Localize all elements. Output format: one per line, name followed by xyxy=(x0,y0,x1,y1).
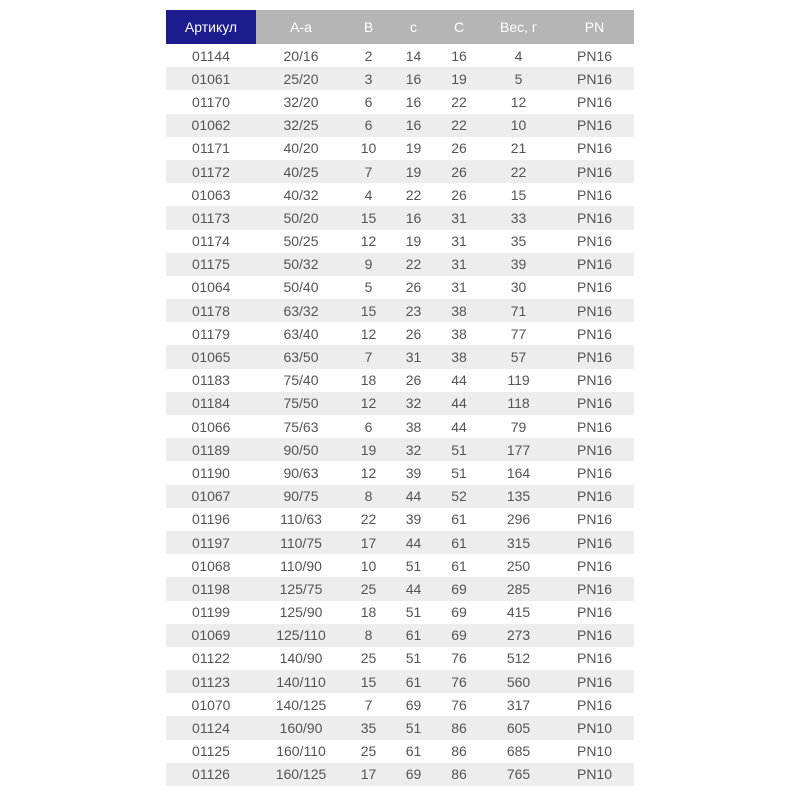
cell-b: 22 xyxy=(346,508,391,531)
cell-c-upper: 51 xyxy=(436,438,482,461)
cell-pn: PN16 xyxy=(555,137,634,160)
cell-c-lower: 32 xyxy=(391,438,436,461)
cell-a-a: 20/16 xyxy=(256,44,346,67)
column-header-article: Артикул xyxy=(166,10,256,44)
cell-c-lower: 26 xyxy=(391,322,436,345)
cell-weight-g: 71 xyxy=(482,299,555,322)
cell-b: 12 xyxy=(346,230,391,253)
cell-c-upper: 51 xyxy=(436,461,482,484)
cell-weight-g: 79 xyxy=(482,415,555,438)
cell-c-lower: 32 xyxy=(391,392,436,415)
cell-b: 19 xyxy=(346,438,391,461)
cell-article: 01067 xyxy=(166,485,256,508)
cell-article: 01066 xyxy=(166,415,256,438)
cell-b: 18 xyxy=(346,601,391,624)
cell-article: 01190 xyxy=(166,461,256,484)
column-header-b: В xyxy=(346,10,391,44)
cell-weight-g: 135 xyxy=(482,485,555,508)
cell-c-upper: 52 xyxy=(436,485,482,508)
cell-c-lower: 16 xyxy=(391,206,436,229)
cell-c-upper: 16 xyxy=(436,44,482,67)
cell-weight-g: 685 xyxy=(482,740,555,763)
cell-b: 8 xyxy=(346,624,391,647)
cell-c-lower: 69 xyxy=(391,693,436,716)
cell-article: 01069 xyxy=(166,624,256,647)
cell-c-upper: 44 xyxy=(436,369,482,392)
cell-pn: PN16 xyxy=(555,485,634,508)
cell-pn: PN16 xyxy=(555,508,634,531)
cell-b: 12 xyxy=(346,392,391,415)
cell-c-upper: 31 xyxy=(436,206,482,229)
cell-c-upper: 26 xyxy=(436,137,482,160)
cell-a-a: 110/63 xyxy=(256,508,346,531)
cell-pn: PN10 xyxy=(555,716,634,739)
table-row xyxy=(166,183,634,206)
cell-b: 25 xyxy=(346,577,391,600)
cell-article: 01178 xyxy=(166,299,256,322)
cell-c-upper: 19 xyxy=(436,67,482,90)
cell-b: 8 xyxy=(346,485,391,508)
cell-c-lower: 61 xyxy=(391,740,436,763)
cell-article: 01197 xyxy=(166,531,256,554)
cell-c-lower: 26 xyxy=(391,369,436,392)
cell-c-upper: 69 xyxy=(436,624,482,647)
cell-weight-g: 30 xyxy=(482,276,555,299)
cell-a-a: 160/90 xyxy=(256,716,346,739)
cell-c-upper: 86 xyxy=(436,740,482,763)
cell-pn: PN16 xyxy=(555,90,634,113)
cell-a-a: 90/63 xyxy=(256,461,346,484)
cell-pn: PN16 xyxy=(555,647,634,670)
cell-c-lower: 51 xyxy=(391,647,436,670)
cell-weight-g: 118 xyxy=(482,392,555,415)
cell-weight-g: 285 xyxy=(482,577,555,600)
cell-weight-g: 22 xyxy=(482,160,555,183)
table-row xyxy=(166,67,634,90)
cell-c-lower: 19 xyxy=(391,230,436,253)
cell-weight-g: 605 xyxy=(482,716,555,739)
cell-c-lower: 31 xyxy=(391,345,436,368)
cell-pn: PN16 xyxy=(555,554,634,577)
cell-b: 6 xyxy=(346,90,391,113)
cell-weight-g: 250 xyxy=(482,554,555,577)
cell-b: 35 xyxy=(346,716,391,739)
cell-article: 01171 xyxy=(166,137,256,160)
cell-article: 01063 xyxy=(166,183,256,206)
cell-pn: PN16 xyxy=(555,601,634,624)
cell-article: 01198 xyxy=(166,577,256,600)
cell-pn: PN16 xyxy=(555,461,634,484)
cell-pn: PN16 xyxy=(555,670,634,693)
spec-table-container xyxy=(166,10,634,786)
cell-a-a: 40/32 xyxy=(256,183,346,206)
cell-b: 6 xyxy=(346,415,391,438)
cell-c-upper: 38 xyxy=(436,322,482,345)
cell-b: 25 xyxy=(346,647,391,670)
table-row xyxy=(166,415,634,438)
cell-b: 15 xyxy=(346,670,391,693)
cell-b: 2 xyxy=(346,44,391,67)
cell-c-upper: 76 xyxy=(436,647,482,670)
table-row xyxy=(166,299,634,322)
table-row xyxy=(166,90,634,113)
table-row xyxy=(166,670,634,693)
cell-article: 01144 xyxy=(166,44,256,67)
cell-b: 12 xyxy=(346,461,391,484)
cell-b: 7 xyxy=(346,693,391,716)
cell-c-lower: 16 xyxy=(391,67,436,90)
cell-article: 01196 xyxy=(166,508,256,531)
table-row xyxy=(166,230,634,253)
cell-c-upper: 26 xyxy=(436,183,482,206)
cell-weight-g: 35 xyxy=(482,230,555,253)
cell-c-lower: 23 xyxy=(391,299,436,322)
cell-c-lower: 38 xyxy=(391,415,436,438)
cell-article: 01064 xyxy=(166,276,256,299)
cell-article: 01179 xyxy=(166,322,256,345)
cell-c-lower: 26 xyxy=(391,276,436,299)
cell-pn: PN16 xyxy=(555,693,634,716)
cell-pn: PN16 xyxy=(555,322,634,345)
cell-b: 4 xyxy=(346,183,391,206)
cell-pn: PN16 xyxy=(555,299,634,322)
cell-c-upper: 76 xyxy=(436,693,482,716)
column-header-pn: PN xyxy=(555,10,634,44)
table-row xyxy=(166,276,634,299)
cell-c-lower: 44 xyxy=(391,485,436,508)
cell-weight-g: 33 xyxy=(482,206,555,229)
cell-c-upper: 22 xyxy=(436,90,482,113)
cell-pn: PN16 xyxy=(555,369,634,392)
cell-weight-g: 560 xyxy=(482,670,555,693)
table-row xyxy=(166,461,634,484)
table-row xyxy=(166,601,634,624)
table-row xyxy=(166,438,634,461)
cell-weight-g: 39 xyxy=(482,253,555,276)
cell-c-lower: 44 xyxy=(391,577,436,600)
table-body xyxy=(166,44,634,786)
cell-c-lower: 51 xyxy=(391,554,436,577)
cell-article: 01068 xyxy=(166,554,256,577)
cell-a-a: 110/90 xyxy=(256,554,346,577)
cell-weight-g: 21 xyxy=(482,137,555,160)
cell-c-lower: 44 xyxy=(391,531,436,554)
cell-a-a: 110/75 xyxy=(256,531,346,554)
cell-a-a: 40/25 xyxy=(256,160,346,183)
table-row xyxy=(166,253,634,276)
table-row xyxy=(166,647,634,670)
table-row xyxy=(166,137,634,160)
cell-article: 01173 xyxy=(166,206,256,229)
column-header-c-upper: С xyxy=(436,10,482,44)
table-row xyxy=(166,345,634,368)
cell-a-a: 40/20 xyxy=(256,137,346,160)
cell-b: 17 xyxy=(346,763,391,786)
table-row xyxy=(166,740,634,763)
cell-pn: PN16 xyxy=(555,160,634,183)
column-header-c-lower: с xyxy=(391,10,436,44)
cell-c-upper: 69 xyxy=(436,601,482,624)
cell-article: 01172 xyxy=(166,160,256,183)
cell-weight-g: 296 xyxy=(482,508,555,531)
cell-a-a: 140/125 xyxy=(256,693,346,716)
cell-b: 5 xyxy=(346,276,391,299)
cell-c-upper: 38 xyxy=(436,299,482,322)
cell-b: 7 xyxy=(346,160,391,183)
cell-pn: PN16 xyxy=(555,531,634,554)
cell-c-lower: 22 xyxy=(391,253,436,276)
cell-article: 01123 xyxy=(166,670,256,693)
cell-a-a: 140/110 xyxy=(256,670,346,693)
cell-pn: PN16 xyxy=(555,44,634,67)
cell-b: 7 xyxy=(346,345,391,368)
cell-weight-g: 273 xyxy=(482,624,555,647)
cell-a-a: 75/50 xyxy=(256,392,346,415)
cell-a-a: 50/20 xyxy=(256,206,346,229)
cell-pn: PN10 xyxy=(555,740,634,763)
cell-c-lower: 51 xyxy=(391,716,436,739)
cell-c-upper: 38 xyxy=(436,345,482,368)
cell-article: 01065 xyxy=(166,345,256,368)
cell-article: 01175 xyxy=(166,253,256,276)
cell-b: 15 xyxy=(346,206,391,229)
cell-pn: PN16 xyxy=(555,253,634,276)
cell-a-a: 63/50 xyxy=(256,345,346,368)
table-row xyxy=(166,554,634,577)
cell-article: 01183 xyxy=(166,369,256,392)
cell-c-lower: 19 xyxy=(391,137,436,160)
cell-article: 01184 xyxy=(166,392,256,415)
cell-article: 01170 xyxy=(166,90,256,113)
cell-c-upper: 22 xyxy=(436,114,482,137)
cell-c-lower: 14 xyxy=(391,44,436,67)
cell-weight-g: 164 xyxy=(482,461,555,484)
cell-a-a: 125/75 xyxy=(256,577,346,600)
cell-c-lower: 22 xyxy=(391,183,436,206)
table-row xyxy=(166,392,634,415)
cell-a-a: 125/110 xyxy=(256,624,346,647)
cell-a-a: 32/25 xyxy=(256,114,346,137)
table-row xyxy=(166,508,634,531)
table-row xyxy=(166,577,634,600)
table-row xyxy=(166,322,634,345)
cell-a-a: 140/90 xyxy=(256,647,346,670)
table-row xyxy=(166,693,634,716)
cell-article: 01189 xyxy=(166,438,256,461)
cell-a-a: 50/25 xyxy=(256,230,346,253)
table-row xyxy=(166,763,634,786)
cell-weight-g: 77 xyxy=(482,322,555,345)
cell-b: 10 xyxy=(346,137,391,160)
cell-pn: PN16 xyxy=(555,230,634,253)
cell-article: 01061 xyxy=(166,67,256,90)
cell-a-a: 160/110 xyxy=(256,740,346,763)
cell-c-upper: 76 xyxy=(436,670,482,693)
cell-c-upper: 31 xyxy=(436,253,482,276)
table-row xyxy=(166,716,634,739)
cell-c-lower: 19 xyxy=(391,160,436,183)
table-row xyxy=(166,114,634,137)
cell-b: 15 xyxy=(346,299,391,322)
cell-c-lower: 39 xyxy=(391,508,436,531)
cell-weight-g: 12 xyxy=(482,90,555,113)
cell-b: 6 xyxy=(346,114,391,137)
cell-b: 3 xyxy=(346,67,391,90)
cell-c-lower: 16 xyxy=(391,90,436,113)
table-row xyxy=(166,206,634,229)
cell-c-upper: 31 xyxy=(436,276,482,299)
cell-pn: PN16 xyxy=(555,392,634,415)
cell-a-a: 25/20 xyxy=(256,67,346,90)
cell-weight-g: 315 xyxy=(482,531,555,554)
cell-weight-g: 317 xyxy=(482,693,555,716)
cell-c-lower: 39 xyxy=(391,461,436,484)
cell-a-a: 125/90 xyxy=(256,601,346,624)
cell-weight-g: 512 xyxy=(482,647,555,670)
cell-pn: PN16 xyxy=(555,577,634,600)
cell-a-a: 63/32 xyxy=(256,299,346,322)
cell-c-upper: 44 xyxy=(436,392,482,415)
cell-b: 25 xyxy=(346,740,391,763)
cell-a-a: 50/40 xyxy=(256,276,346,299)
table-row xyxy=(166,624,634,647)
column-header-weight-g: Вес, г xyxy=(482,10,555,44)
cell-weight-g: 4 xyxy=(482,44,555,67)
cell-b: 10 xyxy=(346,554,391,577)
cell-c-lower: 69 xyxy=(391,763,436,786)
cell-a-a: 50/32 xyxy=(256,253,346,276)
cell-article: 01062 xyxy=(166,114,256,137)
cell-pn: PN16 xyxy=(555,183,634,206)
cell-c-upper: 86 xyxy=(436,716,482,739)
cell-a-a: 90/50 xyxy=(256,438,346,461)
table-row xyxy=(166,531,634,554)
cell-weight-g: 57 xyxy=(482,345,555,368)
cell-c-lower: 16 xyxy=(391,114,436,137)
cell-pn: PN16 xyxy=(555,438,634,461)
cell-article: 01174 xyxy=(166,230,256,253)
cell-weight-g: 10 xyxy=(482,114,555,137)
cell-weight-g: 15 xyxy=(482,183,555,206)
cell-article: 01070 xyxy=(166,693,256,716)
cell-c-upper: 61 xyxy=(436,554,482,577)
spec-table xyxy=(166,10,634,786)
cell-a-a: 75/63 xyxy=(256,415,346,438)
cell-weight-g: 5 xyxy=(482,67,555,90)
cell-a-a: 90/75 xyxy=(256,485,346,508)
cell-c-upper: 61 xyxy=(436,531,482,554)
cell-article: 01199 xyxy=(166,601,256,624)
cell-pn: PN16 xyxy=(555,206,634,229)
cell-a-a: 75/40 xyxy=(256,369,346,392)
cell-c-upper: 61 xyxy=(436,508,482,531)
cell-b: 17 xyxy=(346,531,391,554)
cell-c-lower: 61 xyxy=(391,670,436,693)
cell-b: 9 xyxy=(346,253,391,276)
cell-a-a: 63/40 xyxy=(256,322,346,345)
cell-pn: PN16 xyxy=(555,67,634,90)
cell-weight-g: 177 xyxy=(482,438,555,461)
cell-c-upper: 26 xyxy=(436,160,482,183)
cell-a-a: 160/125 xyxy=(256,763,346,786)
cell-weight-g: 119 xyxy=(482,369,555,392)
table-header-row xyxy=(166,10,634,44)
cell-pn: PN16 xyxy=(555,345,634,368)
cell-pn: PN16 xyxy=(555,276,634,299)
table-row xyxy=(166,485,634,508)
table-header xyxy=(166,10,634,44)
column-header-a-a: А-а xyxy=(256,10,346,44)
cell-pn: PN16 xyxy=(555,624,634,647)
cell-article: 01122 xyxy=(166,647,256,670)
cell-c-upper: 86 xyxy=(436,763,482,786)
cell-c-lower: 51 xyxy=(391,601,436,624)
cell-pn: PN10 xyxy=(555,763,634,786)
table-row xyxy=(166,160,634,183)
cell-b: 12 xyxy=(346,322,391,345)
cell-a-a: 32/20 xyxy=(256,90,346,113)
cell-pn: PN16 xyxy=(555,114,634,137)
table-row xyxy=(166,369,634,392)
cell-article: 01124 xyxy=(166,716,256,739)
cell-c-lower: 61 xyxy=(391,624,436,647)
cell-b: 18 xyxy=(346,369,391,392)
cell-c-upper: 69 xyxy=(436,577,482,600)
table-row xyxy=(166,44,634,67)
cell-pn: PN16 xyxy=(555,415,634,438)
cell-c-upper: 44 xyxy=(436,415,482,438)
cell-article: 01126 xyxy=(166,763,256,786)
cell-article: 01125 xyxy=(166,740,256,763)
cell-c-upper: 31 xyxy=(436,230,482,253)
cell-weight-g: 415 xyxy=(482,601,555,624)
cell-weight-g: 765 xyxy=(482,763,555,786)
